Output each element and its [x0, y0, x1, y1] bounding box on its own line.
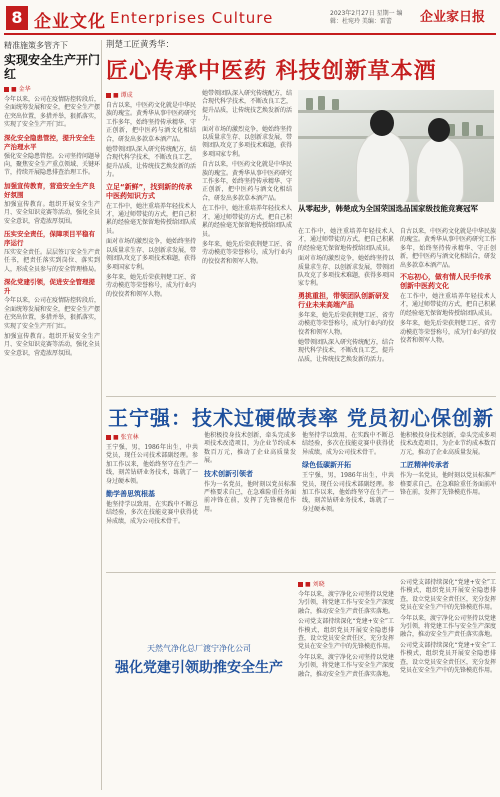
- feature-paragraph: 自古以来，中医药文化就是中华民族的瑰宝。黄秀华从事中医药研究工作多年，始终坚持传承精华、守正创新，把中医药与酒文化相结合，研发出多款草本酒产品。: [400, 228, 497, 269]
- feature-paragraph: 自古以来，中医药文化就是中华民族的瑰宝。黄秀华从事中医药研究工作多年，始终坚持传承精华、守正创新，把中医药与酒文化相结合，研发出多款草本酒产品。: [106, 102, 197, 143]
- sidebar-article: [4, 38, 100, 793]
- feature-paragraph: 多年来，她先后荣获荆楚工匠、省劳动模范等荣誉称号，成为行业内的佼佼者和领军人物。: [106, 273, 197, 298]
- bottom-column: [400, 579, 496, 677]
- section-title: 企业文化: [34, 12, 106, 32]
- page-number: 8: [6, 6, 28, 30]
- sidebar-paragraph: 加强宣传教育。组织开展安全生产月、安全知识竞赛等活动，强化全员安全意识，营造浓厚氛围。: [4, 332, 101, 357]
- header-rule: [4, 33, 496, 35]
- feature-headline: 匠心传承中医药 科技创新草本酒: [106, 59, 437, 84]
- feature-paragraph: 多年来，她先后荣获荆楚工匠、省劳动模范等荣誉称号，成为行业内的佼佼者和领军人物。: [202, 240, 293, 265]
- feature-article-bottom: [106, 575, 496, 795]
- sidebar-headline: 实现安全生产开门红: [4, 53, 101, 81]
- bottom-paragraph: 公司党支部持续深化“党建+安全”工作模式，组织党员开展安全隐患排查，设立党员安全责任区，充分发挥党员在安全生产中的先锋模范作用。: [298, 618, 395, 651]
- middle-paragraph: 王宁强，男，1986年出生，中共党员，现任公司技术部副经理。参加工作以来，他始终坚守在生产一线，刻苦钻研业务技术，练就了一身过硬本领。: [106, 444, 198, 485]
- feature-article-middle: [106, 398, 496, 570]
- middle-paragraph: 他坚持学以致用，在实践中不断总结经验，多次在技能竞赛中获得优异成绩，成为公司技术骨干。: [106, 501, 198, 525]
- middle-paragraph: 他坚持学以致用，在实践中不断总结经验，多次在技能竞赛中获得优异成绩，成为公司技术骨干。: [302, 432, 394, 456]
- column-divider: [101, 40, 102, 790]
- bottom-paragraph: 今年以来，渡宁净化公司坚持以党建为引领，将党建工作与安全生产深度融合，推动安全生产责任落实落地。: [298, 591, 395, 615]
- feature-paragraph: 面对市场的激烈竞争，她始终坚持以质量求生存、以创新求发展，带领团队攻克了多项技术难题，获得多项国家专利。: [106, 238, 197, 271]
- middle-headline: 王宁强：技术过硬做表率 党员初心保创新: [108, 406, 494, 430]
- sidebar-subhead: 深化党建引领，促进安全管理提升: [4, 278, 95, 296]
- feature-kicker: 荆楚工匠黄秀华：: [106, 40, 175, 50]
- middle-column: [204, 432, 296, 516]
- middle-subhead: 工匠精神传承者: [400, 461, 449, 470]
- feature-paragraph: 她带领团队深入研究传统配方，结合现代科学技术，不断改良工艺，提升品质，让传统技艺焕发新的活力。: [202, 90, 293, 123]
- feature-paragraph: 自古以来，中医药文化就是中华民族的瑰宝。黄秀华从事中医药研究工作多年，始终坚持传承精华、守正创新，把中医药与酒文化相结合，研发出多款草本酒产品。: [202, 161, 293, 202]
- bottom-kicker: 天然气净化总厂渡宁净化公司: [147, 644, 251, 653]
- masthead: [0, 0, 500, 36]
- date-line: 2023年2月27日 星期一 编辑：杜宛玲 美编：雷蕾: [330, 10, 403, 25]
- middle-paragraph: 他积极投身技术创新，牵头完成多项技术改造项目，为企业节约成本数百万元，推动了企业高质量发展。: [204, 432, 296, 465]
- feature-paragraph: 在工作中，她注重培养年轻技术人才，通过师带徒的方式，把自己积累的经验毫无保留地传授给团队成员。: [298, 228, 395, 252]
- newspaper-logo: 企业家日报: [420, 10, 486, 25]
- sidebar-subhead: 深化安全隐患管控，提升安全生产治理水平: [4, 133, 95, 151]
- sidebar-paragraph: 压实安全责任。层层签订安全生产责任书，把责任落实到岗位、落实到人，形成全员参与的安全管理格局。: [4, 249, 101, 273]
- feature-paragraph: 多年来，她先后荣获荆楚工匠、省劳动模范等荣誉称号，成为行业内的佼佼者和领军人物。: [400, 320, 497, 345]
- bottom-column: [298, 579, 394, 681]
- sidebar-kicker: 精准施策多管齐下: [4, 41, 68, 50]
- feature-column: [106, 90, 196, 301]
- feature-author: ■ 谭成: [106, 90, 196, 99]
- middle-subhead: 勤学善思筑根基: [106, 490, 155, 499]
- sidebar-subhead: 压实安全责任，保障项目平稳有序运行: [4, 230, 95, 248]
- feature-column: [202, 90, 292, 268]
- bottom-paragraph: 今年以来，渡宁净化公司坚持以党建为引领，将党建工作与安全生产深度融合，推动安全生产责任落实落地。: [298, 653, 395, 678]
- sidebar-paragraph: 加强宣传教育。组织开展安全生产月、安全知识竞赛等活动，强化全员安全意识，营造浓厚氛围。: [4, 200, 101, 225]
- middle-paragraph: 王宁强，男，1986年出生，中共党员，现任公司技术部副经理。参加工作以来，他始终坚守在生产一线，刻苦钻研业务技术，练就了一身过硬本领。: [302, 472, 394, 513]
- feature-paragraph: 面对市场的激烈竞争，她始终坚持以质量求生存、以创新求发展，带领团队攻克了多项技术难题，获得多项国家专利。: [202, 125, 293, 158]
- feature-column: [298, 228, 394, 366]
- bottom-paragraph: 公司党支部持续深化“党建+安全”工作模式，组织党员开展安全隐患排查，设立党员安全责任区，充分发挥党员在安全生产中的先锋模范作用。: [400, 641, 497, 675]
- middle-column: [106, 432, 198, 528]
- feature-subhead: 立足“新鲜”，找到新的传承中医药知识方式: [106, 182, 193, 200]
- feature-paragraph: 多年来，她先后荣获荆楚工匠、省劳动模范等荣誉称号，成为行业内的佼佼者和领军人物。: [298, 311, 395, 336]
- sidebar-paragraph: 强化安全隐患管控。公司坚持问题导向，聚焦安全生产重点领域、关键环节，持续开展隐患排查治理工作。: [4, 152, 101, 177]
- middle-column: [400, 432, 496, 499]
- middle-column: [302, 432, 394, 516]
- middle-paragraph: 他积极投身技术创新，牵头完成多项技术改造项目，为企业节约成本数百万元，推动了企业高质量发展。: [400, 432, 497, 456]
- middle-paragraph: 作为一名党员，他时刻以党员标准严格要求自己，在急难险重任务面前冲锋在前，发挥了先锋模范作用。: [204, 480, 296, 513]
- section-divider: [106, 572, 496, 573]
- bottom-paragraph: 公司党支部持续深化“党建+安全”工作模式，组织党员开展安全隐患排查，设立党员安全责任区，充分发挥党员在安全生产中的先锋模范作用。: [400, 579, 497, 612]
- bottom-author: ■ 刘晓: [298, 579, 394, 588]
- photo-caption: 从零起步，韩楚成为全国荣国选品国家级技能竞赛冠军: [298, 204, 478, 213]
- middle-author: ■ 张宜林: [106, 432, 198, 441]
- middle-subhead: 技术创新引领者: [204, 469, 253, 478]
- sidebar-paragraph: 今年以来，公司在疫情防控转段后，全面统筹发展和安全，把安全生产摆在突出位置，多措并举，狠抓落实，实现了安全生产开门红。: [4, 96, 101, 129]
- bottom-headline-block: [106, 575, 292, 793]
- feature-paragraph: 面对市场的激烈竞争，她始终坚持以质量求生存、以创新求发展，带领团队攻克了多项技术难题，获得多项国家专利。: [298, 255, 395, 288]
- feature-paragraph: 在工作中，她注重培养年轻技术人才，通过师带徒的方式，把自己积累的经验毫无保留地传授给团队成员。: [400, 293, 497, 317]
- feature-subhead: 勇挑重担，带领团队创新研发行业未来高端产品: [298, 291, 389, 309]
- feature-paragraph: 在工作中，她注重培养年轻技术人才，通过师带徒的方式，把自己积累的经验毫无保留地传授给团队成员。: [106, 202, 197, 235]
- feature-article-top: [106, 38, 496, 394]
- feature-paragraph: 她带领团队深入研究传统配方，结合现代科学技术，不断改良工艺，提升品质，让传统技艺焕发新的活力。: [298, 339, 395, 363]
- feature-column: [400, 90, 496, 347]
- feature-paragraph: 她带领团队深入研究传统配方，结合现代科学技术，不断改良工艺，提升品质，让传统技艺焕发新的活力。: [106, 146, 197, 179]
- middle-subhead: 绿色低碳新开拓: [302, 461, 351, 470]
- bottom-paragraph: 今年以来，渡宁净化公司坚持以党建为引领，将党建工作与安全生产深度融合，推动安全生产责任落实落地。: [400, 614, 497, 639]
- section-divider: [106, 396, 496, 397]
- middle-paragraph: 作为一名党员，他时刻以党员标准严格要求自己，在急难险重任务面前冲锋在前，发挥了先锋模范作用。: [400, 472, 497, 497]
- section-title-english: Enterprises Culture: [110, 9, 274, 27]
- bottom-headline: 强化党建引领助推安全生产: [115, 660, 283, 676]
- feature-subhead: 不忘初心，做有情人民手传承创新中医药文化: [400, 273, 491, 291]
- sidebar-author: ■ 金华: [4, 84, 100, 93]
- feature-paragraph: 在工作中，她注重培养年轻技术人才，通过师带徒的方式，把自己积累的经验毫无保留地传授给团队成员。: [202, 205, 293, 238]
- sidebar-paragraph: 今年以来，公司在疫情防控转段后，全面统筹发展和安全，把安全生产摆在突出位置，多措并举，狠抓落实，实现了安全生产开门红。: [4, 297, 101, 330]
- sidebar-subhead: 加强宣传教育，营造安全生产良好氛围: [4, 181, 95, 199]
